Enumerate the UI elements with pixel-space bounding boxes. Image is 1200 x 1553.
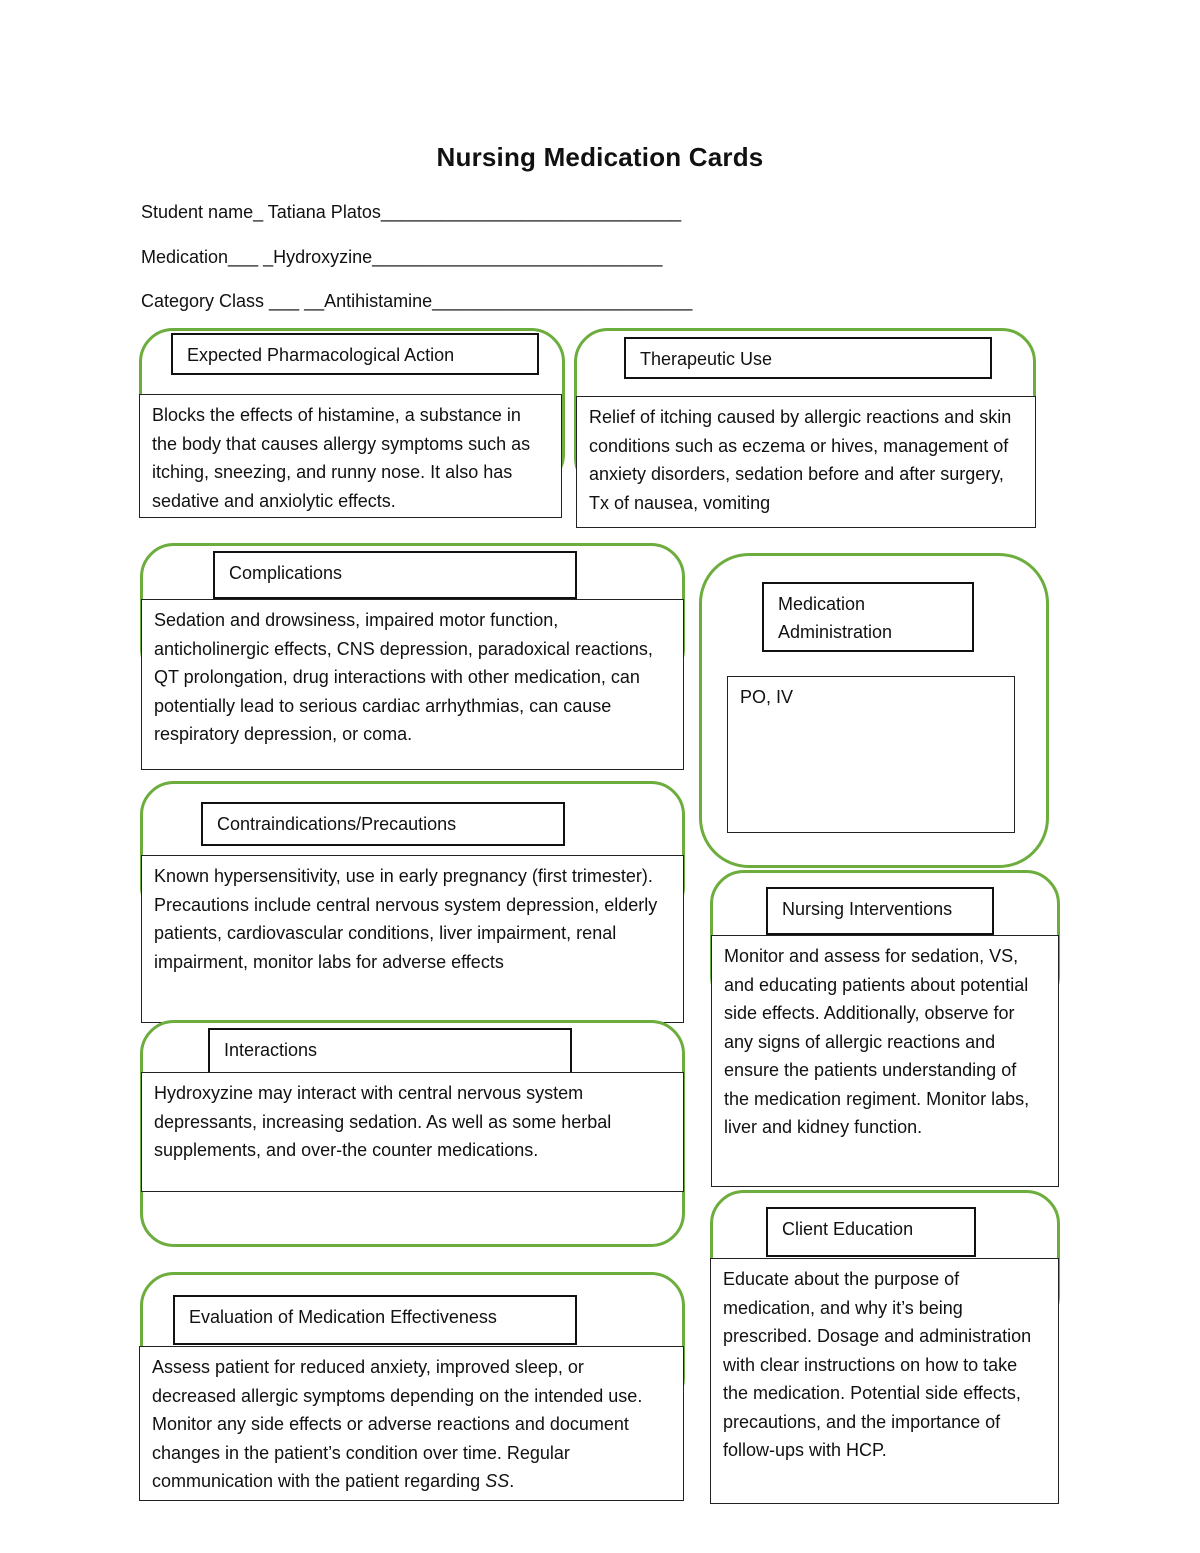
evaluation-text-end: . (509, 1471, 515, 1491)
therapeutic-use-body: Relief of itching caused by allergic reactions and skin conditions such as eczema or hives, management of anxiety disorders, sedation before and after surgery, Tx of nausea, vomiting (576, 396, 1036, 528)
pharm-action-header: Expected Pharmacological Action (171, 333, 539, 375)
medication-field: Medication___ _Hydroxyzine_____________________________ (141, 247, 663, 267)
evaluation-text: Assess patient for reduced anxiety, improved sleep, or decreased allergic symptoms depending on the intended use. Monitor any side effects or adverse reactions and document changes in the patient’s condition over time. Regular communication with the patient regarding (152, 1357, 643, 1491)
evaluation-header: Evaluation of Medication Effectiveness (173, 1295, 577, 1345)
client-education-header: Client Education (766, 1207, 976, 1257)
category-class-field: Category Class ___ __Antihistamine__________________________ (141, 291, 693, 311)
interactions-header: Interactions (208, 1028, 572, 1074)
contraindications-body: Known hypersensitivity, use in early pregnancy (first trimester). Precautions include central nervous system depression, elderly patients, cardiovascular conditions, liver impairment, renal impairment, monitor labs for adverse effects (141, 855, 684, 1023)
student-name-field: Student name_ Tatiana Platos______________________________ (141, 202, 682, 222)
contraindications-header: Contraindications/Precautions (201, 802, 565, 846)
complications-body: Sedation and drowsiness, impaired motor function, anticholinergic effects, CNS depression, paradoxical reactions, QT prolongation, drug interactions with other medication, can potentially lead to serious cardiac arrhythmias, can cause respiratory depression, or coma. (141, 599, 684, 770)
nursing-interventions-body: Monitor and assess for sedation, VS, and educating patients about potential side effects. Additionally, observe for any signs of allergic reactions and ensure the patients understanding of the medication regiment. Monitor labs, liver and kidney function. (711, 935, 1059, 1187)
interactions-body: Hydroxyzine may interact with central nervous system depressants, increasing sedation. As well as some herbal supplements, and over-the counter medications. (141, 1072, 684, 1192)
nursing-interventions-header: Nursing Interventions (766, 887, 994, 935)
evaluation-body (139, 1346, 684, 1501)
client-education-body: Educate about the purpose of medication, and why it’s being prescribed. Dosage and administration with clear instructions on how to take the medication. Potential side effects, precautions, and the importance of follow-ups with HCP. (710, 1258, 1059, 1504)
evaluation-text-italic: SS (485, 1471, 510, 1491)
pharm-action-body: Blocks the effects of histamine, a substance in the body that causes allergy symptoms such as itching, sneezing, and runny nose. It also has sedative and anxiolytic effects. (139, 394, 562, 518)
therapeutic-use-header: Therapeutic Use (624, 337, 992, 379)
med-admin-body: PO, IV (727, 676, 1015, 833)
complications-header: Complications (213, 551, 577, 599)
page-title: Nursing Medication Cards (436, 142, 764, 172)
med-admin-header: Medication Administration (762, 582, 974, 652)
